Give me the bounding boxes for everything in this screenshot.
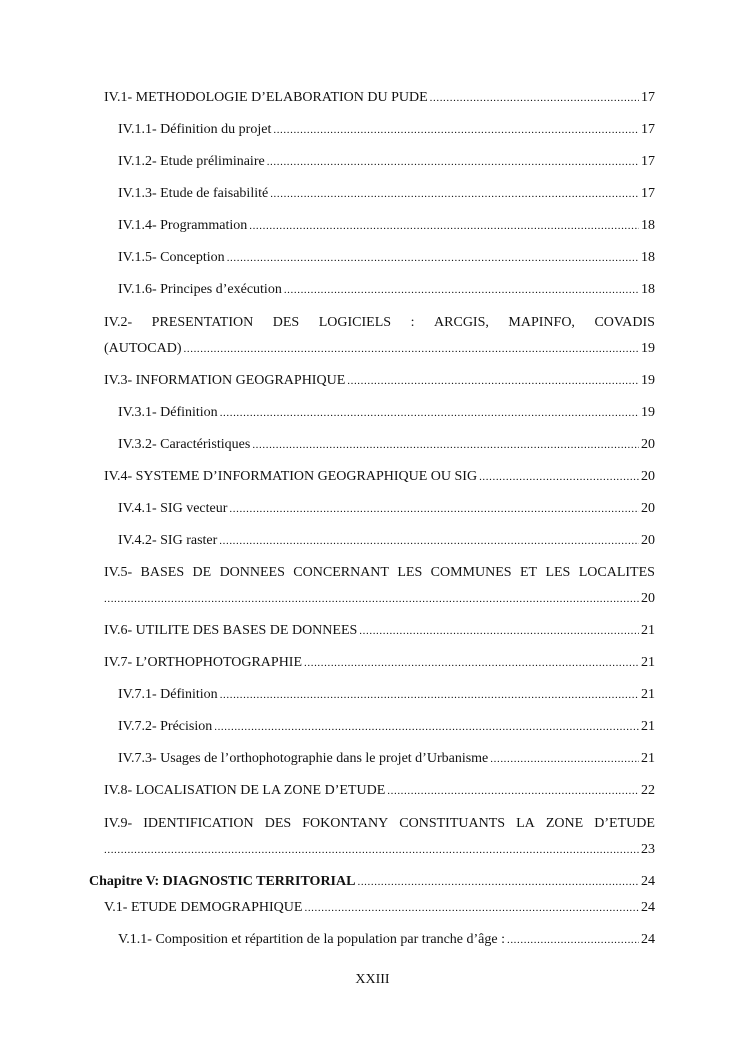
toc-entry-label: IV.1- METHODOLOGIE D’ELABORATION DU PUDE	[104, 90, 428, 105]
dot-leader	[304, 654, 639, 672]
dot-leader	[347, 372, 639, 390]
toc-entry-page: 20	[641, 533, 655, 548]
toc-entry-label: V.1- ETUDE DEMOGRAPHIQUE	[104, 900, 303, 915]
toc-entry-label: (AUTOCAD)	[104, 341, 182, 356]
toc-word: DONNEES	[219, 565, 285, 580]
toc-entry-iv7-3[interactable]	[118, 750, 655, 768]
toc-word: COMMUNES	[430, 565, 512, 580]
toc-word: IDENTIFICATION	[143, 816, 254, 831]
toc-word: LOCALITES	[578, 565, 655, 580]
toc-entry-chapter5[interactable]	[89, 873, 655, 891]
dot-leader	[490, 750, 639, 768]
toc-word: ARCGIS,	[434, 315, 489, 330]
toc-entry-label: IV.7.3- Usages de l’orthophotographie dans le projet d’Urbanisme	[118, 751, 489, 766]
toc-entry-iv4[interactable]	[104, 468, 655, 486]
toc-word: D’ETUDE	[594, 816, 655, 831]
page-number: XXIII	[355, 972, 390, 987]
toc-word: CONCERNANT	[293, 565, 389, 580]
toc-entry-label: IV.3.2- Caractéristiques	[118, 437, 251, 452]
toc-word: COVADIS	[594, 315, 655, 330]
dot-leader	[284, 281, 639, 299]
dot-leader	[430, 89, 639, 107]
toc-entry-label: IV.8- LOCALISATION DE LA ZONE D’ETUDE	[104, 783, 386, 798]
toc-entry-page: 18	[641, 282, 655, 297]
toc-entry-iv8[interactable]	[104, 782, 655, 800]
toc-entry-iv5-line2[interactable]	[104, 590, 655, 608]
dot-leader	[267, 153, 639, 171]
toc-entry-label: IV.1.4- Programmation	[118, 218, 248, 233]
dot-leader	[273, 121, 639, 139]
toc-entry-label: IV.6- UTILITE DES BASES DE DONNEES	[104, 623, 358, 638]
dot-leader	[214, 718, 639, 736]
toc-word: LES	[397, 565, 423, 580]
toc-entry-iv4-2[interactable]	[118, 532, 655, 550]
toc-entry-page: 19	[641, 341, 655, 356]
toc-entry-page: 20	[641, 501, 655, 516]
toc-word: BASES	[140, 565, 185, 580]
toc-entry-iv9-line2[interactable]	[104, 841, 655, 859]
toc-entry-iv1-6[interactable]	[118, 281, 655, 299]
toc-entry-label: IV.3- INFORMATION GEOGRAPHIQUE	[104, 373, 346, 388]
toc-entry-iv1[interactable]	[104, 89, 655, 107]
toc-entry-label: V.1.1- Composition et répartition de la population par tranche d’âge :	[118, 932, 505, 947]
toc-entry-page: 18	[641, 218, 655, 233]
toc-word: CONSTITUANTS	[399, 816, 506, 831]
toc-entry-page: 20	[641, 469, 655, 484]
toc-entry-page: 24	[641, 874, 655, 889]
dot-leader	[387, 782, 639, 800]
toc-entry-label: IV.4.2- SIG raster	[118, 533, 218, 548]
toc-entry-page: 21	[641, 623, 655, 638]
toc-entry-page: 19	[641, 373, 655, 388]
toc-entry-iv3-2[interactable]	[118, 436, 655, 454]
toc-entry-page: 22	[641, 783, 655, 798]
toc-word: FOKONTANY	[302, 816, 389, 831]
toc-word: MAPINFO,	[508, 315, 575, 330]
toc-entry-page: 21	[641, 719, 655, 734]
toc-entry-v1[interactable]	[104, 899, 655, 917]
dot-leader	[219, 532, 639, 550]
toc-word: :	[410, 315, 415, 330]
dot-leader	[249, 217, 639, 235]
toc-entry-iv7-1[interactable]	[118, 686, 655, 704]
toc-word: LES	[545, 565, 571, 580]
dot-leader	[220, 404, 639, 422]
dot-leader	[270, 185, 639, 203]
toc-word: ET	[519, 565, 538, 580]
toc-entry-iv1-2[interactable]	[118, 153, 655, 171]
toc-word: IV.5-	[104, 565, 133, 580]
toc-entry-page: 24	[641, 900, 655, 915]
toc-entry-label: IV.4.1- SIG vecteur	[118, 501, 228, 516]
toc-word: LA	[516, 816, 535, 831]
toc-entry-iv6[interactable]	[104, 622, 655, 640]
toc-entry-page: 17	[641, 154, 655, 169]
toc-entry-label: IV.1.1- Définition du projet	[118, 122, 272, 137]
toc-entry-page: 17	[641, 186, 655, 201]
dot-leader	[359, 622, 639, 640]
toc-entry-page: 20	[641, 591, 655, 606]
toc-entry-iv3[interactable]	[104, 372, 655, 390]
toc-entry-iv3-1[interactable]	[118, 404, 655, 422]
toc-entry-page: 21	[641, 655, 655, 670]
dot-leader	[357, 873, 639, 891]
toc-entry-label: IV.7.2- Précision	[118, 719, 213, 734]
toc-entry-iv9-line1[interactable]	[104, 815, 655, 833]
toc-entry-iv5-line1[interactable]	[104, 564, 655, 582]
dot-leader	[104, 590, 639, 608]
toc-entry-iv1-4[interactable]	[118, 217, 655, 235]
dot-leader	[184, 340, 639, 358]
toc-entry-page: 19	[641, 405, 655, 420]
toc-word: DE	[192, 565, 212, 580]
dot-leader	[304, 899, 639, 917]
toc-entry-label: IV.7.1- Définition	[118, 687, 218, 702]
toc-entry-label: IV.1.2- Etude préliminaire	[118, 154, 265, 169]
dot-leader	[507, 931, 639, 949]
toc-word: IV.9-	[104, 816, 133, 831]
toc-entry-iv2-line2[interactable]	[104, 340, 655, 358]
toc-word: DES	[272, 315, 300, 330]
toc-entry-page: 24	[641, 932, 655, 947]
toc-entry-iv7[interactable]	[104, 654, 655, 672]
toc-entry-label: IV.1.6- Principes d’exécution	[118, 282, 282, 297]
toc-entry-page: 17	[641, 90, 655, 105]
dot-leader	[479, 468, 639, 486]
dot-leader	[252, 436, 639, 454]
toc-entry-label: IV.1.3- Etude de faisabilité	[118, 186, 269, 201]
toc-entry-iv7-2[interactable]	[118, 718, 655, 736]
toc-chapter-label: Chapitre V: DIAGNOSTIC TERRITORIAL	[89, 874, 356, 889]
toc-word: IV.2-	[104, 315, 133, 330]
toc-entry-page: 21	[641, 687, 655, 702]
toc-word: ZONE	[545, 816, 584, 831]
toc-entry-label: IV.4- SYSTEME D’INFORMATION GEOGRAPHIQUE OU SIG	[104, 469, 478, 484]
toc-entry-page: 21	[641, 751, 655, 766]
dot-leader	[104, 841, 639, 859]
toc-entry-page: 17	[641, 122, 655, 137]
toc-word: DES	[264, 816, 292, 831]
toc-word: PRESENTATION	[151, 315, 254, 330]
toc-entry-label: IV.1.5- Conception	[118, 250, 225, 265]
toc-entry-page: 20	[641, 437, 655, 452]
toc-entry-label: IV.3.1- Définition	[118, 405, 218, 420]
toc-entry-iv1-1[interactable]	[118, 121, 655, 139]
dot-leader	[227, 249, 639, 267]
toc-entry-iv1-5[interactable]	[118, 249, 655, 267]
toc-entry-iv4-1[interactable]	[118, 500, 655, 518]
toc-word: LOGICIELS	[318, 315, 392, 330]
dot-leader	[220, 686, 639, 704]
toc-entry-v1-1[interactable]	[118, 931, 655, 949]
toc-entry-page: 23	[641, 842, 655, 857]
dot-leader	[229, 500, 639, 518]
toc-entry-iv1-3[interactable]	[118, 185, 655, 203]
toc-entry-label: IV.7- L’ORTHOPHOTOGRAPHIE	[104, 655, 303, 670]
toc-entry-page: 18	[641, 250, 655, 265]
toc-entry-iv2-line1[interactable]	[104, 314, 655, 332]
